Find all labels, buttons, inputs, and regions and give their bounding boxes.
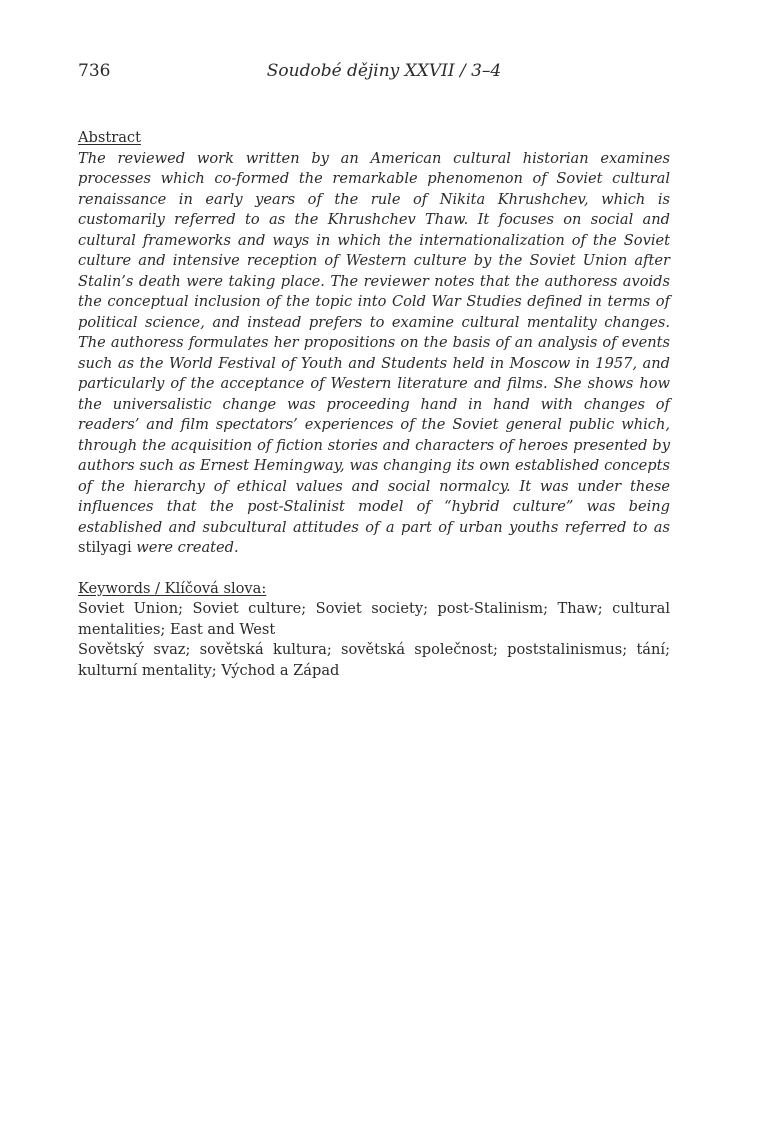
keywords-czech: Sovětský svaz; sovětská kultura; sovětská společnost; poststalinismus; tání; kulturní mentality; Východ a Západ [78,641,670,679]
abstract-text-main: The reviewed work written by an American cultural historian examines processes which co-formed the remarkable phenomenon of Soviet cultural renaissance in early years of the rule of Nikita Khrushchev, which is customarily referred to as the Khrushchev Thaw. It focuses on social and cultural frameworks and ways in which the internationalization of the Soviet culture and intensive reception of Western culture by the Soviet Union after Stalin’s death were taking place. The reviewer notes that the authoress avoids the conceptual inclusion of the topic into Cold War Studies defined in terms of political science, and instead prefers to examine cultural mentality changes. The authoress formulates her propositions on the basis of an analysis of events such as the World Festival of Youth and Students held in Moscow in 1957, and particularly of the acceptance of Western literature and films. She shows how the universalistic change was proceeding hand in hand with changes of readers’ and film spectators’ experiences of the Soviet general public which, through the acquisition of fiction stories and characters of heroes presented by authors such as Ernest Hemingway, was changing its own established concepts of the hierarchy of ethical values and social normalcy. It was under these influences that the post-Stalinist model of “hybrid culture” was being established and subcultural attitudes of a part of urban youths referred to as [78,149,670,536]
abstract-text-end: were created. [131,539,239,556]
page-number: 736 [78,61,111,81]
keywords-section [78,579,670,682]
abstract-section [78,128,670,559]
abstract-heading: Abstract [78,129,141,146]
abstract-term-stilyagi: stilyagi [78,539,132,556]
article-content [78,128,670,681]
running-header [78,60,670,84]
abstract-text [78,149,670,559]
keywords-english: Soviet Union; Soviet culture; Soviet society; post-Stalinism; Thaw; cultural mentalities; East and West [78,600,670,638]
journal-title: Soudobé dějiny XXVII / 3–4 [266,61,502,81]
keywords-heading: Keywords / Klíčová slova: [78,579,267,597]
